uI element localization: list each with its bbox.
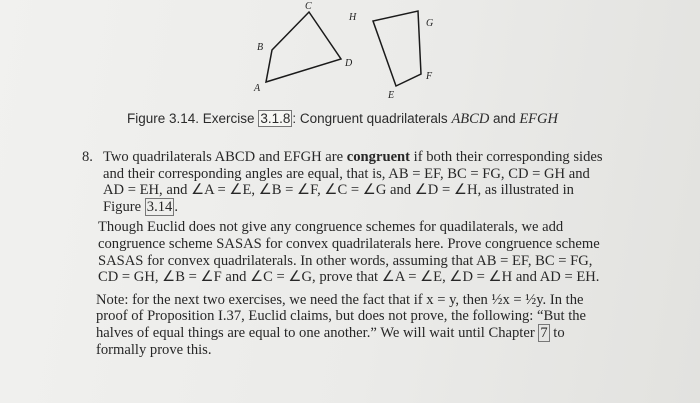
- congruent-quadrilaterals-figure: [0, 0, 700, 100]
- note-paragraph: [96, 292, 612, 358]
- caption-abcd: ABCD: [451, 111, 490, 127]
- label-b: B: [257, 42, 264, 53]
- quadrilateral-efgh: [373, 11, 421, 86]
- note-text-a: Note: for the next two exercises, we need the fact that if x = y, then ½x = ½y. In the proof of Proposition I.37, Euclid claims, but does not prove, the following: “But the halves of equal things are equal to one another.” We will wait until Chapter: [96, 291, 587, 341]
- caption-efgh: EFGH: [519, 111, 558, 127]
- caption-suffix: : Congruent quadrilaterals: [292, 111, 452, 126]
- label-f: F: [426, 71, 433, 82]
- label-a: A: [254, 83, 261, 94]
- caption-and: and: [489, 111, 520, 126]
- exercise-end: .: [174, 198, 178, 215]
- sasas-paragraph: Though Euclid does not give any congruence schemes for quadilaterals, we add congruence scheme SASAS for convex quadrilaterals here. Prove congruence scheme SASAS for convex quadrilaterals. In other words, assuming that AB = EF, BC = FG, CD = GH, ∠B = ∠F and ∠C = ∠G, prove that ∠A = ∠E, ∠D = ∠H and AD = EH.: [98, 219, 600, 286]
- exercise-ref-link[interactable]: 3.1.8: [260, 111, 291, 126]
- caption-prefix: Figure 3.14. Exercise: [127, 111, 259, 126]
- exercise-number: 8.: [82, 149, 93, 165]
- quadrilateral-abcd: [266, 12, 341, 82]
- note-text-b: to formally prove this.: [96, 324, 565, 358]
- figure-caption: [127, 111, 558, 128]
- chapter-ref-link[interactable]: 7: [540, 324, 548, 341]
- figure-ref-link[interactable]: 3.14: [146, 198, 173, 215]
- exercise-8-text: [103, 149, 612, 215]
- exercise-definition: if both their corresponding sides and their corresponding angles are equal, that is, AB = EF, BC = FG, CD = GH and AD = EH, and ∠A = ∠E, ∠B = ∠F, ∠C = ∠G and ∠D = ∠H, as illustrated in Figure: [103, 149, 603, 215]
- label-e: E: [388, 90, 395, 100]
- exercise-intro: Two quadrilaterals ABCD and EFGH are: [103, 149, 347, 165]
- label-c: C: [305, 1, 312, 12]
- label-g: G: [426, 18, 434, 29]
- label-h: H: [349, 12, 357, 23]
- congruent-term: congruent: [346, 149, 411, 165]
- exercise-body: [82, 145, 612, 358]
- label-d: D: [345, 58, 353, 69]
